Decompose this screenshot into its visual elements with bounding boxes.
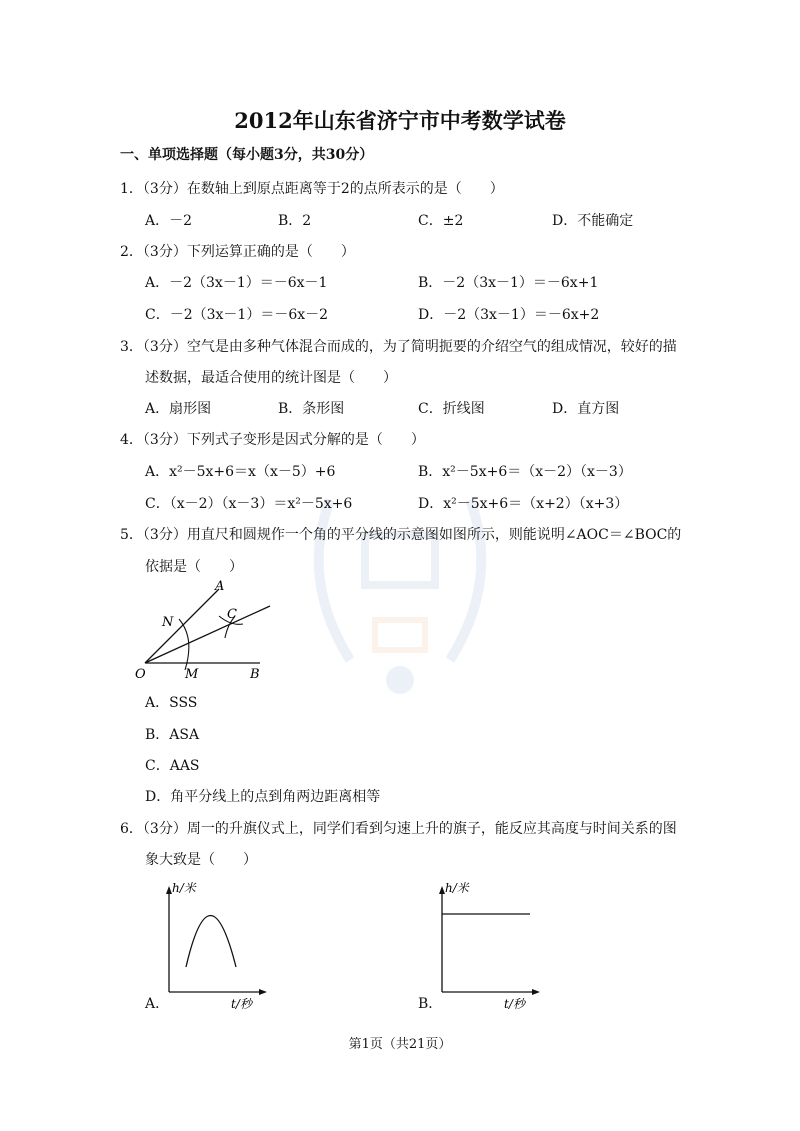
graph-a-x-arrow-icon bbox=[259, 989, 267, 995]
question-5-stem-line2: 依据是（ ） bbox=[145, 559, 243, 575]
question-1-option-c: C．±2 bbox=[418, 213, 464, 229]
graph-a-x-label: t/秒 bbox=[231, 997, 252, 1011]
question-3-stem-line1: 3．（3分）空气是由多种气体混合而成的，为了简明扼要的介绍空气的组成情况，较好的描 bbox=[120, 339, 677, 355]
question-3-option-d: D．直方图 bbox=[552, 401, 620, 417]
question-2-option-d: D．－2（3x－1）＝－6x+2 bbox=[418, 307, 600, 323]
question-5-option-a: A．SSS bbox=[145, 695, 198, 711]
question-2-option-a: A．－2（3x－1）＝－6x－1 bbox=[145, 275, 328, 291]
ray-oa bbox=[145, 589, 219, 663]
graph-b bbox=[428, 874, 548, 1014]
question-2-option-c: C．－2（3x－1）＝－6x－2 bbox=[145, 307, 329, 323]
question-6-stem-line1: 6．（3分）周一的升旗仪式上，同学们看到匀速上升的旗子，能反应其高度与时间关系的图 bbox=[120, 821, 677, 837]
question-5-option-d: D．角平分线上的点到角两边距离相等 bbox=[145, 789, 381, 805]
question-4-option-b: B．x²－5x+6＝（x－2）（x－3） bbox=[418, 464, 632, 480]
question-4-option-a: A．x²－5x+6＝x（x－5）+6 bbox=[145, 464, 336, 480]
question-4-option-c: C．（x－2）（x－3）＝x²－5x+6 bbox=[145, 496, 353, 512]
label-b: B bbox=[250, 667, 260, 680]
page-title: 2012年山东省济宁市中考数学试卷 bbox=[234, 108, 566, 133]
graph-a-curve bbox=[186, 916, 236, 968]
question-1-option-b: B．2 bbox=[278, 213, 312, 229]
question-5-stem-line1: 5．（3分）用直尺和圆规作一个角的平分线的示意图如图所示，则能说明∠AOC＝∠BOC的 bbox=[120, 527, 682, 543]
question-2-option-b: B．－2（3x－1）＝－6x+1 bbox=[418, 275, 599, 291]
label-o: O bbox=[135, 667, 146, 680]
question-3-option-a: A．扇形图 bbox=[145, 401, 212, 417]
question-6-option-b: B． bbox=[418, 996, 443, 1012]
question-1-stem: 1．（3分）在数轴上到原点距离等于2的点所表示的是（ ） bbox=[120, 181, 504, 197]
label-m: M bbox=[185, 667, 199, 680]
question-3-stem-line2: 述数据，最适合使用的统计图是（ ） bbox=[145, 370, 397, 386]
graph-a bbox=[155, 874, 275, 1014]
graph-b-y-label: h/米 bbox=[445, 881, 469, 895]
label-n: N bbox=[162, 615, 174, 630]
question-4-stem: 4．（3分）下列式子变形是因式分解的是（ ） bbox=[120, 432, 425, 448]
question-3-option-b: B．条形图 bbox=[278, 401, 345, 417]
page-footer: 第1页（共21页） bbox=[348, 1037, 452, 1052]
question-1-option-a: A．－2 bbox=[145, 213, 193, 229]
question-1-option-d: D．不能确定 bbox=[552, 213, 634, 229]
question-6-stem-line2: 象大致是（ ） bbox=[145, 852, 257, 868]
graph-b-x-arrow-icon bbox=[532, 989, 540, 995]
question-6-option-a: A． bbox=[145, 996, 170, 1012]
angle-bisector-figure bbox=[135, 576, 275, 680]
label-c: C bbox=[227, 607, 237, 622]
label-a: A bbox=[215, 579, 225, 594]
question-4-option-d: D．x²－5x+6＝（x+2）（x+3） bbox=[418, 496, 629, 512]
section-heading: 一、单项选择题（每小题3分，共30分） bbox=[120, 147, 374, 163]
question-5-option-b: B．ASA bbox=[145, 727, 200, 743]
graph-b-x-label: t/秒 bbox=[504, 997, 525, 1011]
question-5-option-c: C．AAS bbox=[145, 758, 200, 774]
graph-a-y-label: h/米 bbox=[172, 881, 196, 895]
question-3-option-c: C．折线图 bbox=[418, 401, 485, 417]
question-2-stem: 2．（3分）下列运算正确的是（ ） bbox=[120, 244, 355, 260]
